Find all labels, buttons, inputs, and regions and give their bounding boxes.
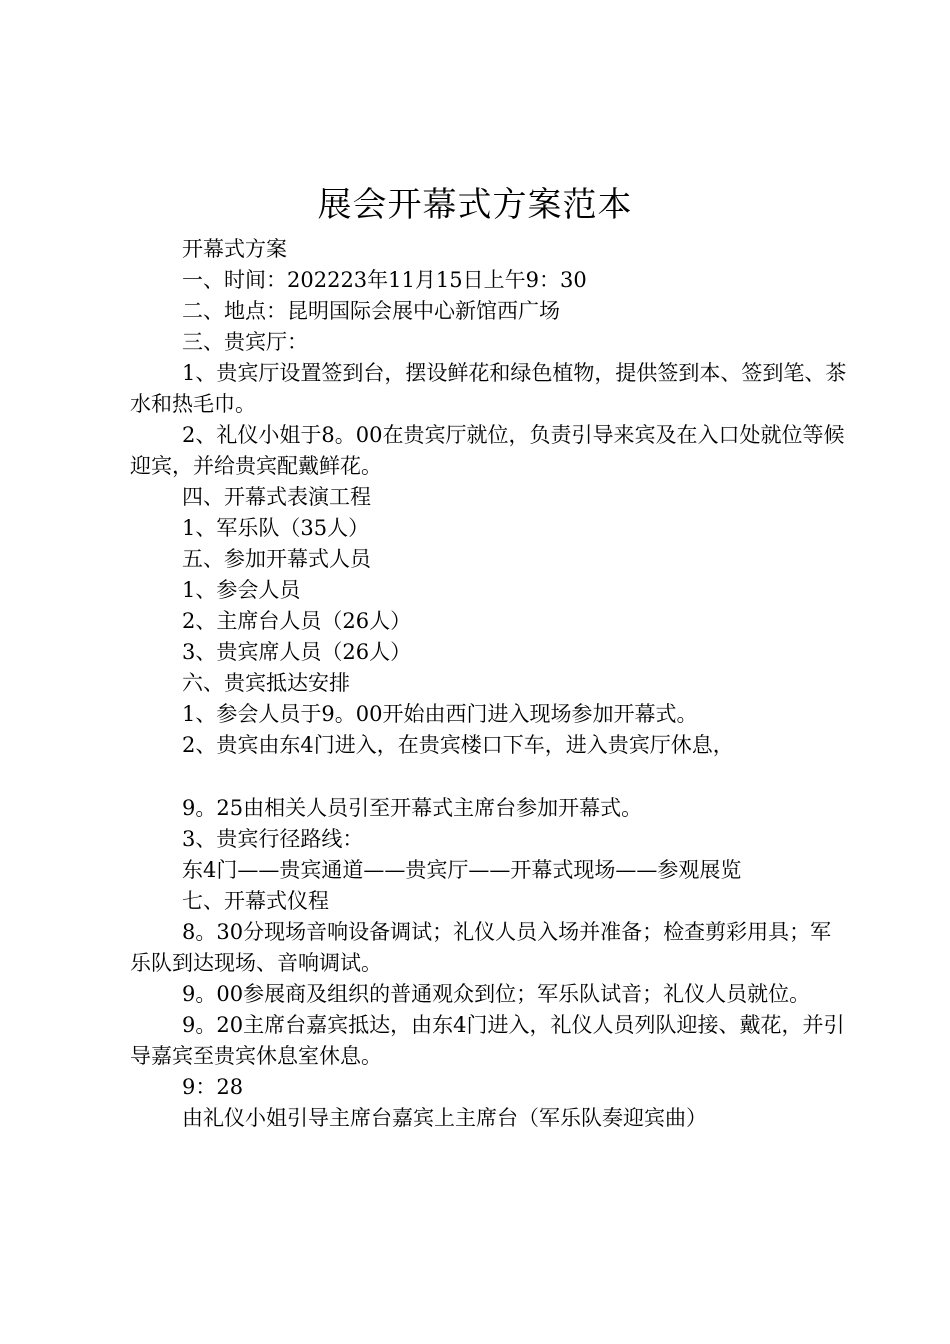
paragraph-8: 1、军乐队（35人） — [182, 516, 370, 540]
paragraph-gap — [130, 761, 850, 793]
paragraph-4: 三、贵宾厅： — [182, 330, 308, 354]
paragraph-12: 3、贵宾席人员（26人） — [182, 640, 412, 664]
paragraph-2: 一、时间：202223年11月15日上午9：30 — [182, 268, 587, 292]
paragraph-17: 3、贵宾行径路线： — [182, 827, 364, 851]
paragraph-3: 二、地点：昆明国际会展中心新馆西广场 — [182, 299, 560, 323]
document-body — [130, 234, 850, 1134]
paragraph-11: 2、主席台人员（26人） — [182, 609, 412, 633]
paragraph-6: 2、礼仪小姐于8。00在贵宾厅就位，负责引导来宾及在入口处就位等候迎宾，并给贵宾配戴鲜花。 — [130, 423, 845, 478]
document-title: 展会开幕式方案范本 — [317, 185, 633, 225]
paragraph-22: 9。20主席台嘉宾抵达，由东4门进入，礼仪人员列队迎接、戴花，并引导嘉宾至贵宾休息室休息。 — [130, 1013, 845, 1068]
paragraph-20: 8。30分现场音响设备调试；礼仪人员入场并准备；检查剪彩用具；军乐队到达现场、音响调试。 — [130, 920, 832, 975]
paragraph-16: 9。25由相关人员引至开幕式主席台参加开幕式。 — [182, 796, 643, 820]
paragraph-15: 2、贵宾由东4门进入，在贵宾楼口下车，进入贵宾厅休息， — [182, 733, 734, 757]
paragraph-13: 六、贵宾抵达安排 — [182, 671, 350, 695]
paragraph-21: 9。00参展商及组织的普通观众到位；军乐队试音；礼仪人员就位。 — [182, 982, 811, 1006]
paragraph-7: 四、开幕式表演工程 — [182, 485, 371, 509]
paragraph-1: 开幕式方案 — [182, 237, 287, 261]
paragraph-10: 1、参会人员 — [182, 578, 301, 602]
paragraph-5: 1、贵宾厅设置签到台，摆设鲜花和绿色植物，提供签到本、签到笔、茶水和热毛巾。 — [130, 361, 847, 416]
paragraph-14: 1、参会人员于9。00开始由西门进入现场参加开幕式。 — [182, 702, 698, 726]
paragraph-23: 9：28 — [182, 1075, 244, 1099]
paragraph-24: 由礼仪小姐引导主席台嘉宾上主席台（军乐队奏迎宾曲） — [182, 1106, 707, 1130]
paragraph-9: 五、参加开幕式人员 — [182, 547, 371, 571]
paragraph-19: 七、开幕式仪程 — [182, 889, 329, 913]
paragraph-18: 东4门——贵宾通道——贵宾厅——开幕式现场——参观展览 — [182, 858, 742, 882]
